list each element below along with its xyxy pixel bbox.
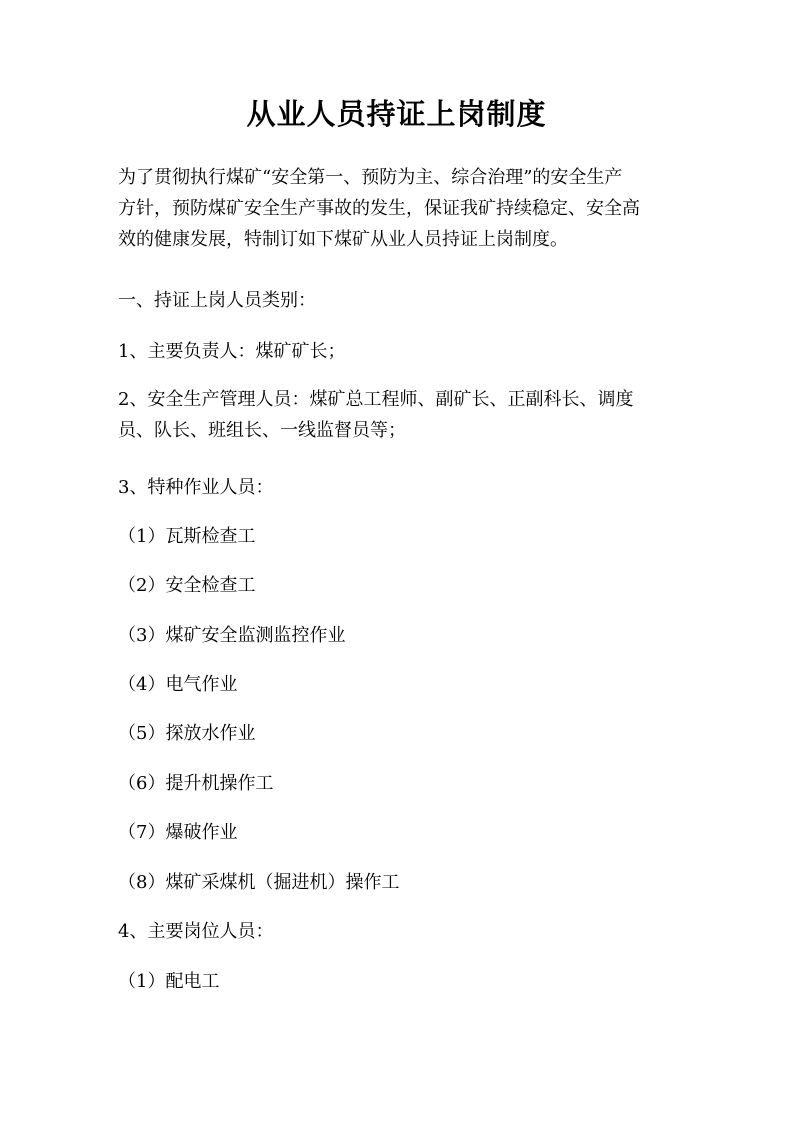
list-item-4: 4、主要岗位人员： xyxy=(118,921,274,942)
list-item-1: 1、主要负责人：煤矿矿长； xyxy=(118,341,346,362)
key-post-1: （1）配电工 xyxy=(118,971,220,992)
item2-line-1: 2、安全生产管理人员：煤矿总工程师、副矿长、正副科长、调度 xyxy=(118,389,634,410)
document-title: 从业人员持证上岗制度 xyxy=(246,97,547,131)
intro-line-1: 为了贯彻执行煤矿“安全第一、预防为主、综合治理”的安全生产 xyxy=(118,167,623,188)
item2-line-2: 员、队长、班组长、一线监督员等； xyxy=(118,420,406,441)
list-item-3: 3、特种作业人员： xyxy=(118,477,274,498)
special-op-8: （8）煤矿采煤机（掘进机）操作工 xyxy=(118,872,400,893)
intro-line-3: 效的健康发展，特制订如下煤矿从业人员持证上岗制度。 xyxy=(118,229,568,250)
special-op-5: （5）探放水作业 xyxy=(118,723,256,744)
special-op-2: （2）安全检查工 xyxy=(118,575,256,596)
intro-line-2: 方针，预防煤矿安全生产事故的发生，保证我矿持续稳定、安全高 xyxy=(118,198,640,219)
special-op-4: （4）电气作业 xyxy=(118,674,238,695)
special-op-3: （3）煤矿安全监测监控作业 xyxy=(118,625,346,646)
list-item-2 xyxy=(118,384,688,446)
section1-heading: 一、持证上岗人员类别： xyxy=(118,290,316,311)
special-op-6: （6）提升机操作工 xyxy=(118,773,274,794)
intro-paragraph xyxy=(118,162,688,255)
special-op-1: （1）瓦斯检查工 xyxy=(118,526,256,547)
special-op-7: （7）爆破作业 xyxy=(118,822,238,843)
